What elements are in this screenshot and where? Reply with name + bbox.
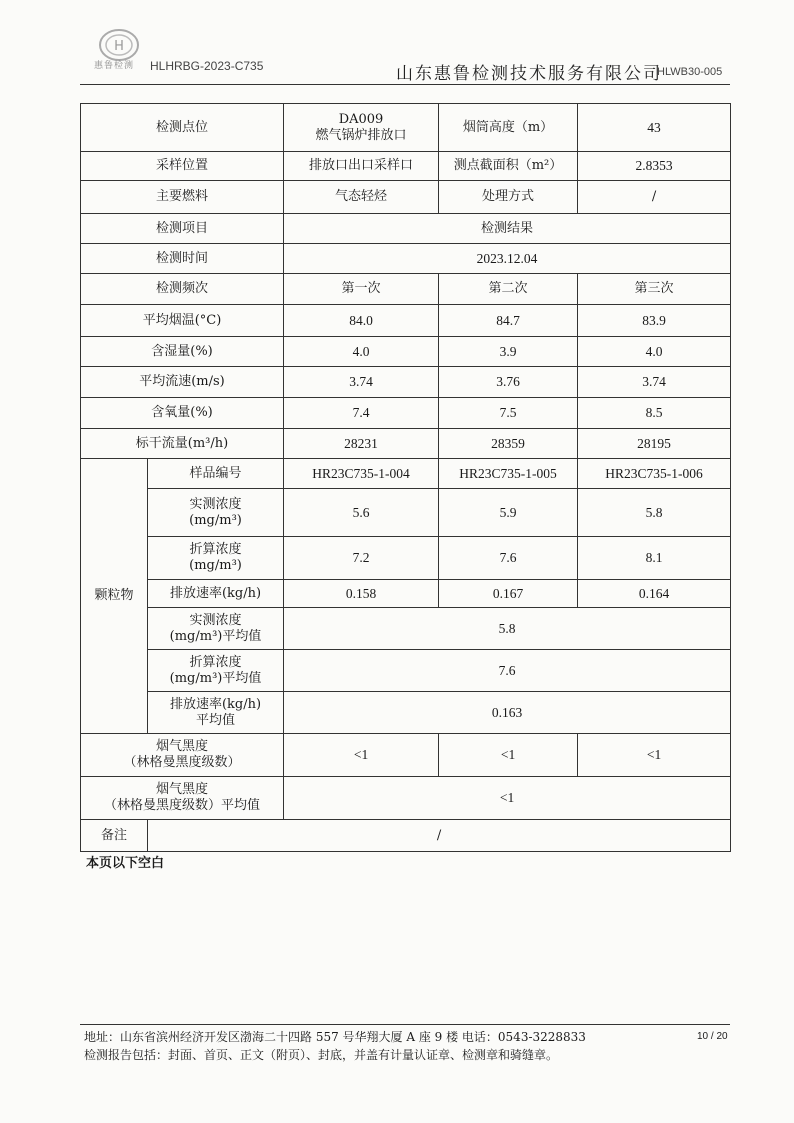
emission-rate-value: 0.164 (578, 580, 731, 608)
param-value: 7.5 (439, 398, 578, 429)
table-row (81, 152, 731, 181)
sample-label: 样品编号 (148, 459, 284, 489)
point-name: 燃气锅炉排放口 (315, 127, 407, 143)
param-label: 标干流量(m³/h) (81, 429, 284, 459)
table-row (81, 692, 731, 734)
param-value: 7.4 (284, 398, 439, 429)
param-label: 含湿量(%) (81, 337, 284, 367)
table-row (81, 181, 731, 214)
date-label: 检测时间 (81, 244, 284, 274)
footer-note: 检测报告包括：封面、首页、正文（附页）、封底，并盖有计量认证章、检测章和骑缝章。 (84, 1048, 559, 1062)
smoke-avg-value: <1 (284, 777, 731, 820)
table-row (81, 734, 731, 777)
table-row (81, 459, 731, 489)
fuel-label: 主要燃料 (81, 181, 284, 214)
measured-conc-value: 5.8 (578, 489, 731, 537)
smoke-avg-label (81, 777, 284, 820)
table-row (81, 398, 731, 429)
table-row (81, 820, 731, 852)
table-row (81, 274, 731, 305)
avg-measured-label-unit: (mg/m³)平均值 (169, 628, 262, 644)
table-row (81, 580, 731, 608)
param-value: 84.7 (439, 305, 578, 337)
svg-text:H: H (114, 39, 124, 54)
measured-conc-value: 5.6 (284, 489, 439, 537)
emission-rate-label: 排放速率(kg/h) (148, 580, 284, 608)
point-label: 检测点位 (81, 104, 284, 152)
param-value: 84.0 (284, 305, 439, 337)
param-value: 3.74 (284, 367, 439, 398)
page-number: 10 / 20 (697, 1031, 728, 1042)
param-value: 8.5 (578, 398, 731, 429)
table-row (81, 214, 731, 244)
param-value: 3.74 (578, 367, 731, 398)
table-row (81, 367, 731, 398)
table-row (81, 244, 731, 274)
location-value: 排放口出口采样口 (284, 152, 439, 181)
avg-measured-value: 5.8 (284, 608, 731, 650)
avg-rate-label (148, 692, 284, 734)
param-label: 平均烟温(°C) (81, 305, 284, 337)
smoke-value: <1 (284, 734, 439, 777)
smoke-value: <1 (439, 734, 578, 777)
remark-value: / (148, 820, 731, 852)
point-code: DA009 (338, 111, 384, 127)
particulate-group-label: 颗粒物 (81, 459, 148, 734)
measured-conc-value: 5.9 (439, 489, 578, 537)
measured-conc-label-name: 实测浓度 (189, 496, 242, 512)
location-label: 采样位置 (81, 152, 284, 181)
report-number: HLHRBG-2023-C735 (150, 59, 264, 73)
date-value: 2023.12.04 (284, 244, 731, 274)
freq-label: 检测频次 (81, 274, 284, 305)
area-label: 测点截面积（m²） (439, 152, 578, 181)
table-row (81, 305, 731, 337)
emission-rate-value: 0.158 (284, 580, 439, 608)
smoke-label-name: 烟气黑度 (156, 739, 209, 754)
table-row (81, 608, 731, 650)
test-result-table (80, 103, 731, 852)
sample-id: HR23C735-1-005 (439, 459, 578, 489)
treatment-label: 处理方式 (439, 181, 578, 214)
param-value: 28231 (284, 429, 439, 459)
param-value: 3.9 (439, 337, 578, 367)
run-2: 第二次 (439, 274, 578, 305)
smoke-avg-label-unit: （林格曼黑度级数）平均值 (104, 798, 261, 813)
form-number: HLWB30-005 (657, 66, 723, 78)
blank-page-note: 本页以下空白 (86, 856, 165, 871)
remark-label: 备注 (81, 820, 148, 852)
avg-converted-label (148, 650, 284, 692)
smoke-label-unit: （林格曼黑度级数） (123, 755, 241, 770)
footer-divider (80, 1024, 730, 1025)
param-value: 3.76 (439, 367, 578, 398)
measured-conc-label (148, 489, 284, 537)
table-row (81, 337, 731, 367)
table-row (81, 489, 731, 537)
company-name: 山东惠鲁检测技术服务有限公司 (396, 64, 662, 84)
run-1: 第一次 (284, 274, 439, 305)
param-label: 含氧量(%) (81, 398, 284, 429)
point-value (284, 104, 439, 152)
converted-conc-label-unit: (mg/m³) (189, 558, 242, 573)
avg-measured-label (148, 608, 284, 650)
avg-converted-label-unit: (mg/m³)平均值 (169, 670, 262, 686)
table-row (81, 429, 731, 459)
param-value: 4.0 (578, 337, 731, 367)
run-3: 第三次 (578, 274, 731, 305)
param-value: 28195 (578, 429, 731, 459)
logo-text: 惠鲁检测 (94, 61, 135, 71)
result-label: 检测结果 (284, 214, 731, 244)
item-label: 检测项目 (81, 214, 284, 244)
avg-rate-label-name: 排放速率(kg/h) (169, 696, 262, 712)
converted-conc-label-name: 折算浓度 (189, 542, 242, 557)
avg-measured-label-name: 实测浓度 (189, 612, 242, 628)
avg-rate-value: 0.163 (284, 692, 731, 734)
header-divider (80, 84, 730, 85)
treatment-value: / (578, 181, 731, 214)
param-value: 83.9 (578, 305, 731, 337)
measured-conc-label-unit: (mg/m³) (189, 512, 242, 528)
fuel-value: 气态轻烃 (284, 181, 439, 214)
smoke-value: <1 (578, 734, 731, 777)
param-value: 28359 (439, 429, 578, 459)
avg-rate-label-unit: 平均值 (196, 712, 236, 728)
sample-id: HR23C735-1-004 (284, 459, 439, 489)
converted-conc-value: 7.6 (439, 537, 578, 580)
converted-conc-label (148, 537, 284, 580)
smoke-avg-label-name: 烟气黑度 (156, 782, 209, 797)
table-row (81, 777, 731, 820)
avg-converted-value: 7.6 (284, 650, 731, 692)
sample-id: HR23C735-1-006 (578, 459, 731, 489)
footer-address: 地址：山东省滨州经济开发区渤海二十四路 557 号华翔大厦 A 座 9 楼 电话：0543-3228833 (84, 1030, 586, 1044)
table-row (81, 537, 731, 580)
emission-rate-value: 0.167 (439, 580, 578, 608)
table-row (81, 104, 731, 152)
table-row (81, 650, 731, 692)
smoke-label (81, 734, 284, 777)
stack-height-label: 烟筒高度（m） (439, 104, 578, 152)
stack-height-value: 43 (578, 104, 731, 152)
area-value: 2.8353 (578, 152, 731, 181)
converted-conc-value: 8.1 (578, 537, 731, 580)
avg-converted-label-name: 折算浓度 (189, 654, 242, 670)
param-label: 平均流速(m/s) (81, 367, 284, 398)
converted-conc-value: 7.2 (284, 537, 439, 580)
param-value: 4.0 (284, 337, 439, 367)
